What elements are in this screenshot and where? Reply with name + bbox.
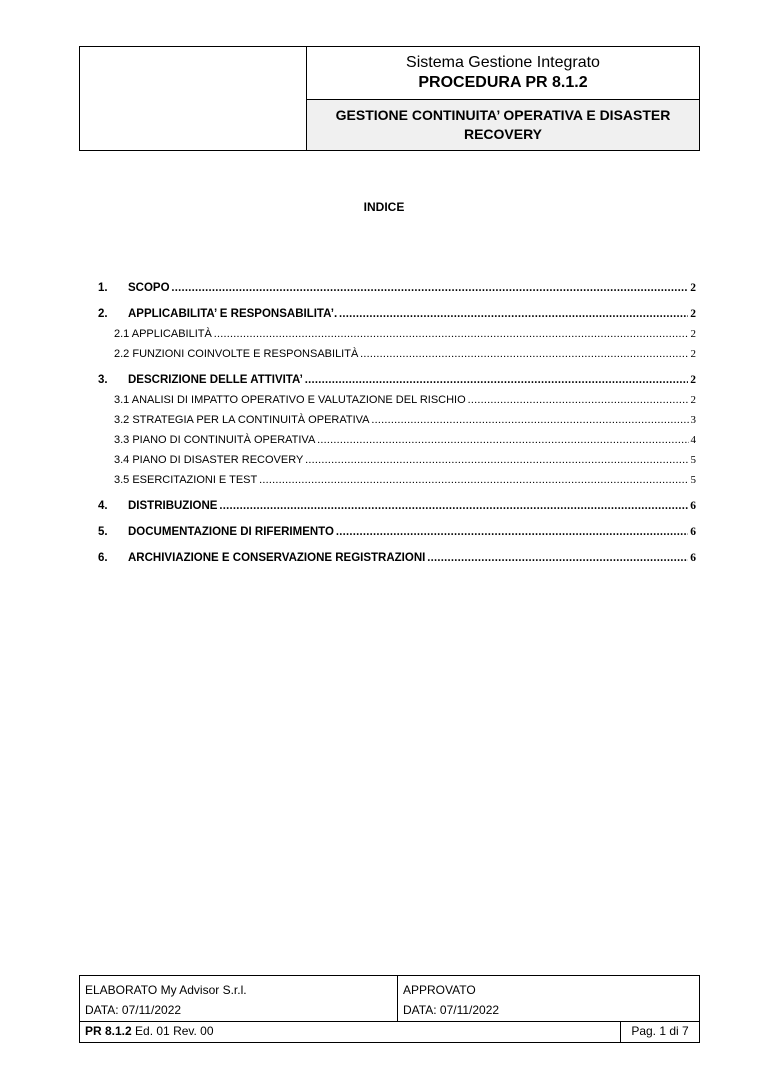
toc-entry-2-2[interactable] [98,348,696,368]
toc-page: 2 [690,348,696,360]
elaborato-text: ELABORATO My Advisor S.r.l. [85,983,247,997]
toc-label: APPLICABILITA’ E RESPONSABILITA’. [128,308,338,320]
toc-page: 6 [690,500,696,512]
header-info [307,47,699,150]
toc-entry-3-4[interactable] [98,454,696,474]
footer-code-row [80,1022,699,1042]
toc-leader [214,328,689,340]
toc-entry-4[interactable] [98,500,696,520]
footer-table [79,975,700,1043]
toc-label: ARCHIVIAZIONE E CONSERVAZIONE REGISTRAZIONI [128,552,426,564]
toc-label: DOCUMENTAZIONE DI RIFERIMENTO [128,526,334,538]
toc-page: 2 [690,394,696,406]
toc-leader [339,308,688,320]
toc-number: 4. [98,500,108,512]
document-code [80,1022,621,1042]
toc-number: 2. [98,308,108,320]
toc-entry-1[interactable] [98,282,696,302]
header-top-cell [307,47,699,100]
toc-number: 6. [98,552,108,564]
toc-leader [317,434,688,446]
elaborato-date: DATA: 07/11/2022 [85,1003,182,1017]
toc-leader [219,500,688,512]
toc-entry-3-3[interactable] [98,434,696,454]
toc-leader [259,474,688,486]
toc-page: 6 [690,552,696,564]
toc-page: 3 [690,414,696,426]
toc-leader [172,282,689,294]
toc-entry-3-1[interactable] [98,394,696,414]
toc-entry-2-1[interactable] [98,328,696,348]
toc-leader [336,526,688,538]
toc-page: 5 [690,474,696,486]
toc-label: DISTRIBUZIONE [128,500,218,512]
toc-page: 2 [690,328,696,340]
toc-label: 2.2 FUNZIONI COINVOLTE E RESPONSABILITÀ [114,348,359,360]
toc-number: 1. [98,282,108,294]
toc-entry-3[interactable] [98,374,696,394]
toc-leader [360,348,688,360]
toc-heading: INDICE [363,200,405,214]
elaborato-cell [80,976,398,1021]
toc-label: 3.5 ESERCITAZIONI E TEST [114,474,258,486]
approvato-cell [398,976,699,1021]
toc-label: 2.1 APPLICABILITÀ [114,328,212,340]
toc-page: 2 [690,308,696,320]
toc-label: 3.1 ANALISI DI IMPATTO OPERATIVO E VALUTAZIONE DEL RISCHIO [114,394,466,406]
logo-cell [80,47,307,150]
toc-entry-3-2[interactable] [98,414,696,434]
approvato-text: APPROVATO [403,983,476,997]
page-number: Pag. 1 di 7 [631,1024,689,1038]
header-table [79,46,700,151]
toc-label: DESCRIZIONE DELLE ATTIVITA’ [128,374,303,386]
toc-page: 2 [690,282,696,294]
toc-page: 2 [690,374,696,386]
toc-leader [427,552,688,564]
toc-label: 3.2 STRATEGIA PER LA CONTINUITÀ OPERATIVA [114,414,370,426]
toc-leader [372,414,689,426]
code-bold: PR 8.1.2 [85,1024,132,1038]
toc-page: 4 [690,434,696,446]
toc-label: 3.3 PIANO DI CONTINUITÀ OPERATIVA [114,434,316,446]
toc-page: 5 [690,454,696,466]
toc-page: 6 [690,526,696,538]
system-name: Sistema Gestione Integrato [406,54,600,71]
procedure-code: PROCEDURA PR 8.1.2 [418,74,588,91]
toc-entry-6[interactable] [98,552,696,572]
toc-leader [305,374,688,386]
toc-entry-3-5[interactable] [98,474,696,494]
toc-label: SCOPO [128,282,170,294]
toc-number: 5. [98,526,108,538]
toc-leader [305,454,688,466]
footer-approval-row [80,976,699,1022]
approvato-date: DATA: 07/11/2022 [403,1003,500,1017]
toc-entry-5[interactable] [98,526,696,546]
toc-entry-2[interactable] [98,308,696,328]
edition-text: Ed. 01 Rev. 00 [131,1024,214,1038]
toc-number: 3. [98,374,108,386]
toc-leader [468,394,689,406]
table-of-contents [98,282,696,572]
toc-label: 3.4 PIANO DI DISASTER RECOVERY [114,454,304,466]
document-title: GESTIONE CONTINUITA’ OPERATIVA E DISASTER RECOVERY [307,100,699,150]
